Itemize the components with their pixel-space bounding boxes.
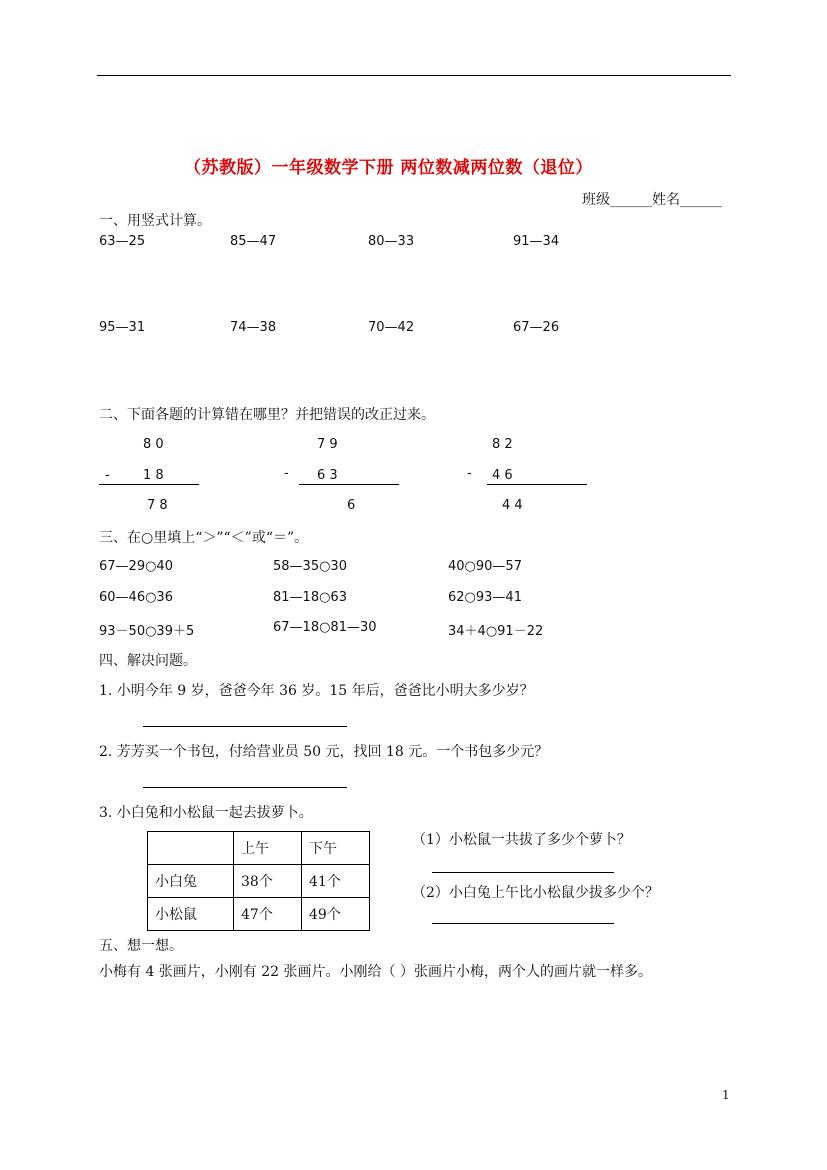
table-cell: 41个 [302,865,370,898]
compare-item: 60—46○36 [99,590,173,605]
word-problem-1: 1. 小明今年 9 岁，爸爸今年 36 岁。15 年后，爸爸比小明大多少岁？ [99,683,534,699]
table-header-cell: 下午 [302,832,370,865]
section3-heading: 三、在○里填上“＞”“＜”或“＝”。 [99,530,309,546]
vertical-sub: 4 6 [492,468,513,483]
compare-item: 93－50○39＋5 [99,624,195,639]
vertical-line [487,484,587,485]
table-cell: 49个 [302,898,370,931]
section2-heading: 二、下面各题的计算错在哪里？并把错误的改正过来。 [99,407,435,423]
word-problem-2: 2. 芳芳买一个书包，付给营业员 50 元，找回 18 元。一个书包多少元？ [99,744,549,760]
think-problem: 小梅有 4 张画片，小刚有 22 张画片。小刚给（ ）张画片小梅，两个人的画片就一样多。 [99,964,652,980]
answer-line [143,726,347,727]
section5-heading: 五、想一想。 [99,938,183,954]
answer-line [432,923,614,924]
vertical-sub: 1 8 [143,468,164,483]
table-header-cell: 上午 [234,832,302,865]
compare-item: 58—35○30 [273,559,347,574]
sub-question-1: （1）小松鼠一共拔了多少个萝卜？ [412,832,631,848]
vertical-sub: 6 3 [317,468,338,483]
vertical-result: 4 4 [502,498,523,513]
vertical-result: 7 8 [147,498,168,513]
table-cell: 小松鼠 [148,898,234,931]
vertical-line [299,484,399,485]
table-cell: 38个 [234,865,302,898]
vertical-top: 8 0 [143,437,164,452]
calc-problem: 70—42 [368,320,415,335]
calc-problem: 67—26 [513,320,560,335]
class-name-fields: 班级______姓名______ [582,192,722,208]
page-title: （苏教版）一年级数学下册 两位数减两位数（退位） [184,158,593,178]
table-header-cell [148,832,234,865]
word-problem-3: 3. 小白兔和小松鼠一起去拔萝卜。 [99,805,313,821]
calc-problem: 63—25 [99,234,146,249]
vertical-line [99,484,199,485]
table-cell: 47个 [234,898,302,931]
calc-problem: 80—33 [368,234,415,249]
section1-heading: 一、用竖式计算。 [99,213,211,229]
compare-item: 34＋4○91－22 [448,624,544,639]
calc-problem: 95—31 [99,320,146,335]
calc-problem: 74—38 [230,320,277,335]
answer-line [432,872,614,873]
header-rule [97,75,731,76]
minus-sign: - [105,468,110,483]
calc-problem: 85—47 [230,234,277,249]
page-number: 1 [722,1088,730,1102]
answer-line [143,787,347,788]
table-row [148,865,370,898]
sub-question-2: （2）小白兔上午比小松鼠少拔多少个？ [412,885,659,901]
compare-item: 67—18○81—30 [273,620,377,635]
table-row [148,898,370,931]
vertical-result: 6 [347,498,356,513]
vertical-top: 8 2 [492,437,513,452]
compare-item: 40○90—57 [448,559,522,574]
table-cell: 小白兔 [148,865,234,898]
calc-problem: 91—34 [513,234,560,249]
harvest-table [147,831,370,931]
section4-heading: 四、解决问题。 [99,653,197,669]
compare-item: 62○93—41 [448,590,522,605]
vertical-top: 7 9 [317,437,338,452]
minus-sign: - [467,466,472,481]
minus-sign: - [284,466,289,481]
compare-item: 81—18○63 [273,590,347,605]
compare-item: 67—29○40 [99,559,173,574]
